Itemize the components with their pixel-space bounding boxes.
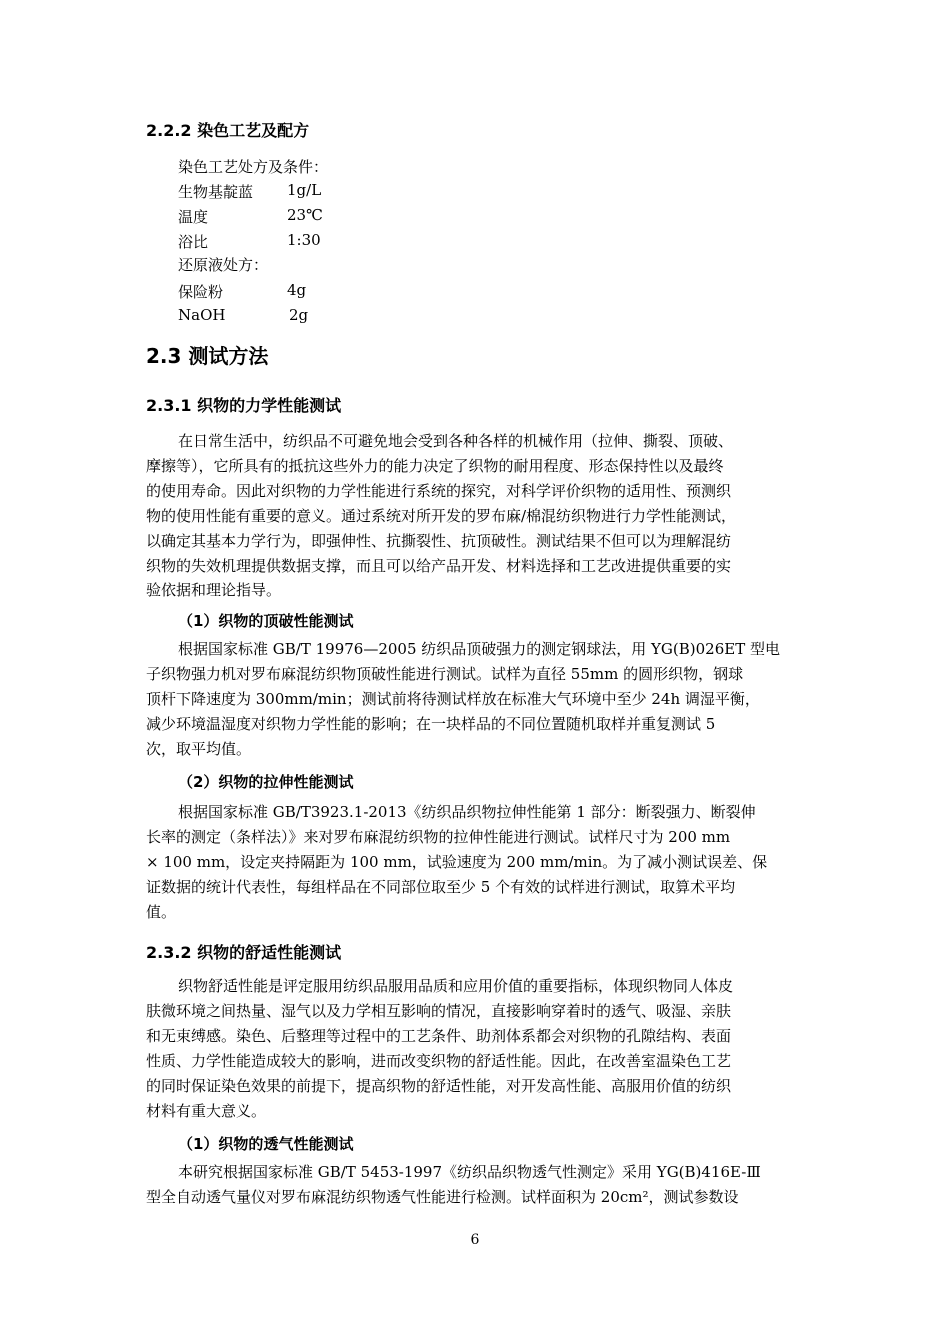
- paragraph-line: 次，取平均值。: [146, 740, 252, 758]
- subsection-heading: （1）织物的透气性能测试: [178, 1135, 354, 1153]
- reduction-title: 还原液处方：: [178, 256, 269, 274]
- paragraph-line: 摩擦等），它所具有的抵抗这些外力的能力决定了织物的耐用程度、形态保持性以及最终: [146, 457, 724, 475]
- paragraph-line: 子织物强力机对罗布麻混纺织物顶破性能进行测试。试样为直径 55mm 的圆形织物，钢球: [146, 665, 744, 683]
- paragraph-line: 根据国家标准 GB/T3923.1-2013《纺织品织物拉伸性能第 1 部分：断裂强力、断裂伸: [178, 803, 756, 821]
- paragraph-line: 证数据的统计代表性，每组样品在不同部位取至少 5 个有效的试样进行测试，取算术平均: [146, 878, 736, 896]
- section-heading-2-3-2: 2.3.2 织物的舒适性能测试: [146, 943, 342, 962]
- subsection-heading: （2）织物的拉伸性能测试: [178, 773, 354, 791]
- page-number: 6: [470, 1232, 480, 1248]
- paragraph-line: 减少环境温湿度对织物力学性能的影响；在一块样品的不同位置随机取样并重复测试 5: [146, 715, 716, 733]
- paragraph-line: × 100 mm，设定夹持隔距为 100 mm，试验速度为 200 mm/min。为了减小测试误差、保: [146, 853, 768, 871]
- subsection-heading: （1）织物的顶破性能测试: [178, 612, 354, 630]
- paragraph-line: 肤微环境之间热量、湿气以及力学相互影响的情况，直接影响穿着时的透气、吸湿、亲肤: [146, 1002, 732, 1020]
- paragraph-line: 根据国家标准 GB/T 19976—2005 纺织品顶破强力的测定钢球法，用 YG(B)026ET 型电: [178, 640, 780, 658]
- paragraph-line: 织物舒适性能是评定服用纺织品服用品质和应用价值的重要指标，体现织物同人体皮: [178, 977, 734, 995]
- paragraph-line: 织物的失效机理提供数据支撑，而且可以给产品开发、材料选择和工艺改进提供重要的实: [146, 557, 732, 575]
- reduction-item-name: NaOH: [178, 306, 226, 324]
- recipe-item-name: 温度: [178, 208, 209, 226]
- section-heading-2-3-1: 2.3.1 织物的力学性能测试: [146, 396, 342, 415]
- paragraph-line: 材料有重大意义。: [146, 1102, 267, 1120]
- paragraph-line: 型全自动透气量仪对罗布麻混纺织物透气性能进行检测。试样面积为 20cm²，测试参数设: [146, 1188, 739, 1206]
- paragraph-line: 性质、力学性能造成较大的影响，进而改变织物的舒适性能。因此，在改善室温染色工艺: [146, 1052, 732, 1070]
- paragraph-line: 长率的测定（条样法）》来对罗布麻混纺织物的拉伸性能进行测试。试样尺寸为 200 mm: [146, 828, 731, 846]
- paragraph-line: 验依据和理论指导。: [146, 581, 282, 599]
- recipe-item-name: 生物基靛蓝: [178, 183, 254, 201]
- paragraph-line: 值。: [146, 903, 177, 921]
- reduction-item-value: 4g: [287, 281, 307, 299]
- recipe-item-value: 1g/L: [287, 181, 322, 199]
- section-heading-2-3: 2.3 测试方法: [146, 344, 269, 368]
- paragraph-line: 在日常生活中，纺织品不可避免地会受到各种各样的机械作用（拉伸、撕裂、顶破、: [178, 432, 734, 450]
- paragraph-line: 本研究根据国家标准 GB/T 5453-1997《纺织品织物透气性测定》采用 YG(B)416E-Ⅲ: [178, 1163, 761, 1181]
- recipe-intro: 染色工艺处方及条件：: [178, 158, 329, 176]
- recipe-item-name: 浴比: [178, 233, 209, 251]
- reduction-item-name: 保险粉: [178, 283, 224, 301]
- paragraph-line: 的使用寿命。因此对织物的力学性能进行系统的探究，对科学评价织物的适用性、预测织: [146, 482, 732, 500]
- recipe-item-value: 23℃: [287, 206, 323, 224]
- paragraph-line: 以确定其基本力学行为，即强伸性、抗撕裂性、抗顶破性。测试结果不但可以为理解混纺: [146, 532, 732, 550]
- paragraph-line: 的同时保证染色效果的前提下，提高织物的舒适性能，对开发高性能、高服用价值的纺织: [146, 1077, 732, 1095]
- paragraph-line: 顶杆下降速度为 300mm/min；测试前将待测试样放在标准大气环境中至少 24h 调湿平衡，: [146, 690, 760, 708]
- section-heading-2-2-2: 2.2.2 染色工艺及配方: [146, 121, 310, 140]
- recipe-item-value: 1:30: [287, 231, 321, 249]
- reduction-item-value: 2g: [289, 306, 309, 324]
- paragraph-line: 和无束缚感。染色、后整理等过程中的工艺条件、助剂体系都会对织物的孔隙结构、表面: [146, 1027, 732, 1045]
- paragraph-line: 物的使用性能有重要的意义。通过系统对所开发的罗布麻/棉混纺织物进行力学性能测试，: [146, 507, 737, 525]
